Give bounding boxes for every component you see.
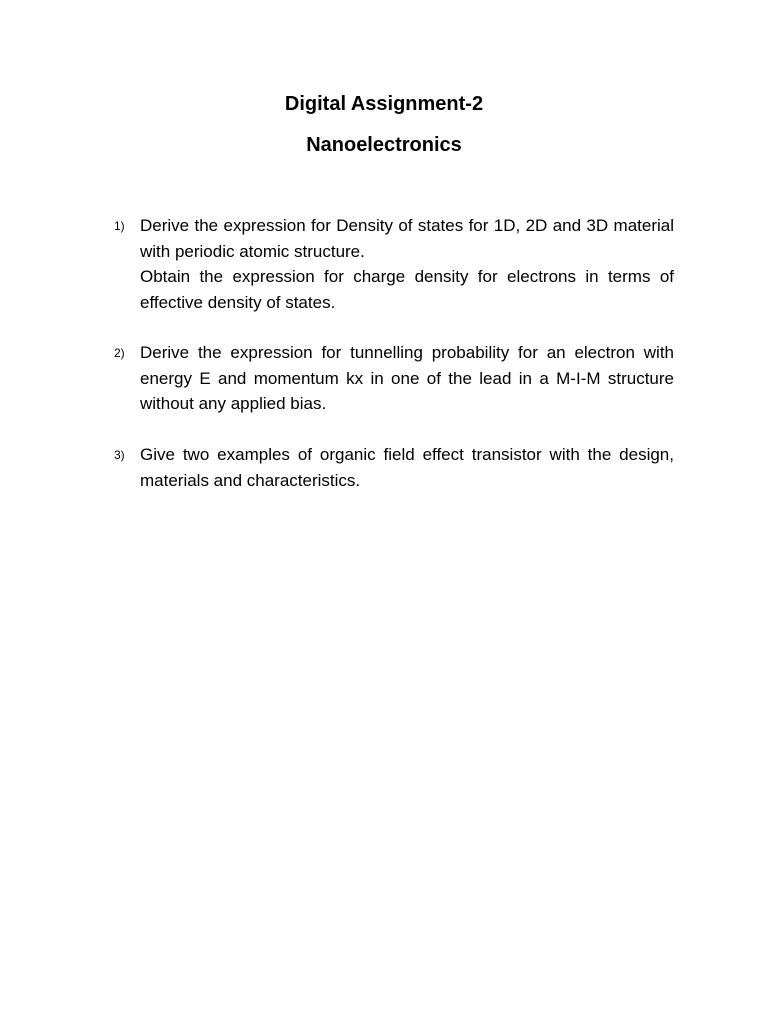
question-text <box>140 340 674 417</box>
question-number: 2) <box>114 346 125 360</box>
document-subtitle: Nanoelectronics <box>306 134 462 156</box>
question-paragraph: Derive the expression for Density of states for 1D, 2D and 3D material with periodic atomic structure. <box>140 216 674 261</box>
question-number: 3) <box>114 448 125 462</box>
question-paragraph: Give two examples of organic field effect transistor with the design, materials and characteristics. <box>140 445 674 490</box>
document-title: Digital Assignment-2 <box>284 93 484 115</box>
question-number: 1) <box>114 219 125 233</box>
question-text <box>140 213 674 315</box>
question-paragraph: Derive the expression for tunnelling probability for an electron with energy E and momentum kx in one of the lead in a M-I-M structure without any applied bias. <box>140 343 674 413</box>
question-paragraph: Obtain the expression for charge density for electrons in terms of effective density of states. <box>140 267 674 312</box>
question-text <box>140 442 674 493</box>
